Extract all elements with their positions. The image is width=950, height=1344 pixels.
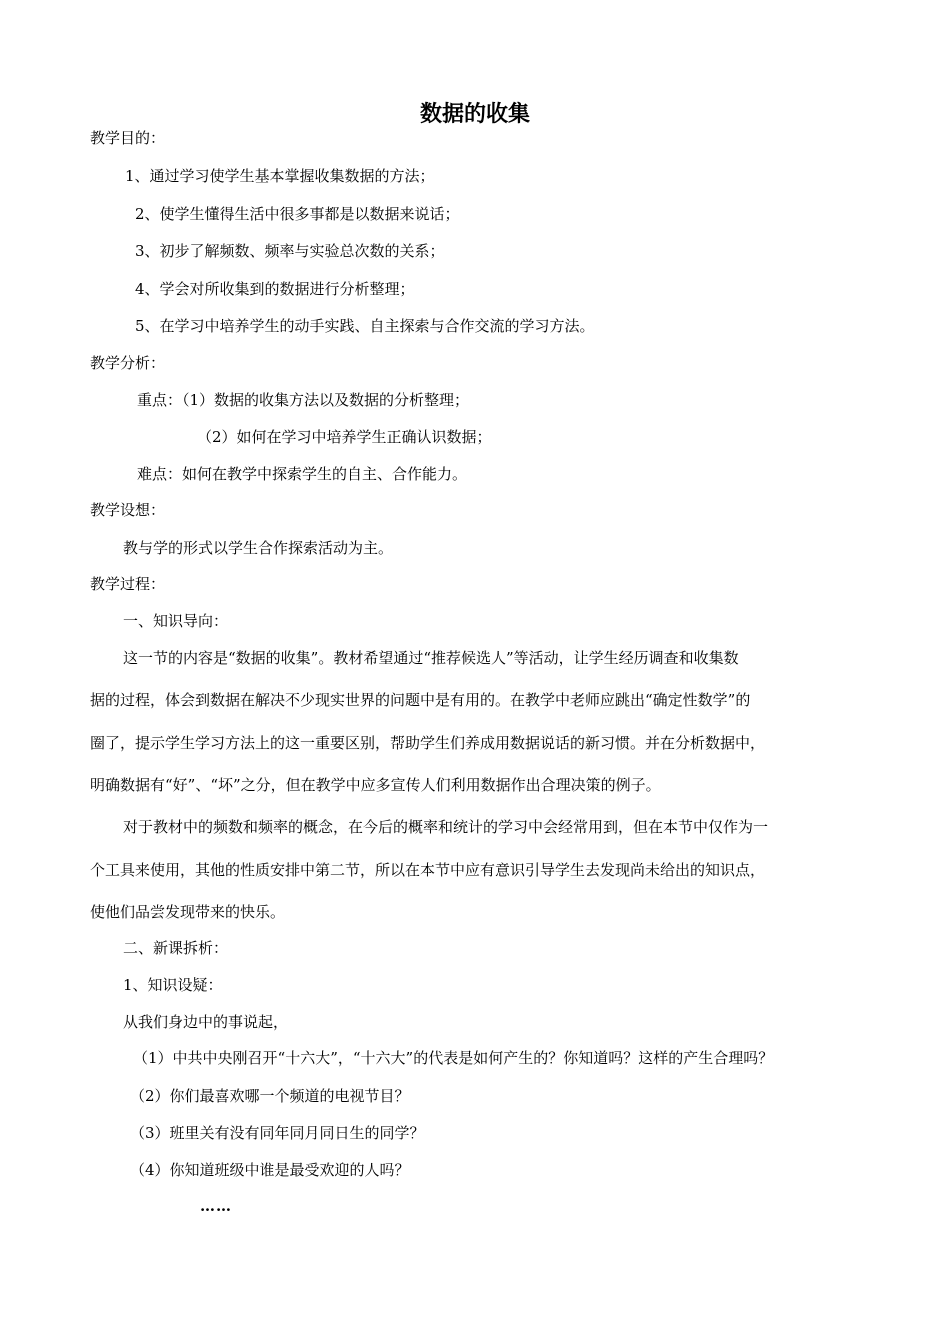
para2-line-2: 个工具来使用，其他的性质安排中第二节，所以在本节中应有意识引导学生去发现尚未给出的知识点， <box>90 861 766 879</box>
section-heading-analysis: 教学分析： <box>90 354 166 372</box>
aim-item-5: 5、在学习中培养学生的动手实践、自主探索与合作交流的学习方法。 <box>135 317 595 335</box>
aim-item-1: 1、通过学习使学生基本掌握收集数据的方法； <box>125 167 435 185</box>
para1-line-4: 明确数据有“好”、“坏”之分，但在教学中应多宣传人们利用数据作出合理决策的例子。 <box>90 776 661 794</box>
section-heading-design: 教学设想： <box>90 501 166 519</box>
aim-item-2: 2、使学生懂得生活中很多事都是以数据来说话； <box>135 205 460 223</box>
para2-line-1: 对于教材中的频数和频率的概念，在今后的概率和统计的学习中会经常用到，但在本节中仅作为一 <box>123 818 769 836</box>
section-heading-process: 教学过程： <box>90 575 166 593</box>
key-point-2: （2）如何在学习中培养学生正确认识数据； <box>197 428 492 446</box>
key-point-1: 重点：（1）数据的收集方法以及数据的分析整理； <box>137 391 470 409</box>
question-1: （1）中共中央刚召开“十六大”，“十六大”的代表是如何产生的？你知道吗？这样的产生合理吗？ <box>133 1049 774 1067</box>
question-4: （4）你知道班级中谁是最受欢迎的人吗？ <box>130 1161 410 1179</box>
aim-item-3: 3、初步了解频数、频率与实验总次数的关系； <box>135 242 445 260</box>
ellipsis: …… <box>200 1197 232 1215</box>
part2-heading: 二、新课拆析： <box>123 939 229 957</box>
part1-heading: 一、知识导向： <box>123 612 229 630</box>
section-heading-aims: 教学目的： <box>90 129 166 147</box>
sub1-heading: 1、知识设疑： <box>123 976 223 994</box>
design-text: 教与学的形式以学生合作探索活动为主。 <box>123 539 394 557</box>
question-2: （2）你们最喜欢哪一个频道的电视节目？ <box>130 1087 410 1105</box>
question-3: （3）班里关有没有同年同月同日生的同学？ <box>130 1124 425 1142</box>
para1-line-3: 圈了，提示学生学习方法上的这一重要区别，帮助学生们养成用数据说话的新习惯。并在分析数据中， <box>90 734 766 752</box>
para1-line-1: 这一节的内容是“数据的收集”。教材希望通过“推荐候选人”等活动，让学生经历调查和收集数 <box>123 649 739 667</box>
difficulty-point: 难点：如何在教学中探索学生的自主、合作能力。 <box>137 465 468 483</box>
document-title: 数据的收集 <box>419 101 530 127</box>
para2-line-3: 使他们品尝发现带来的快乐。 <box>90 903 286 921</box>
para1-line-2: 据的过程，体会到数据在解决不少现实世界的问题中是有用的。在教学中老师应跳出“确定性数学”的 <box>90 691 751 709</box>
intro-text: 从我们身边中的事说起， <box>123 1013 289 1031</box>
aim-item-4: 4、学会对所收集到的数据进行分析整理； <box>135 280 415 298</box>
